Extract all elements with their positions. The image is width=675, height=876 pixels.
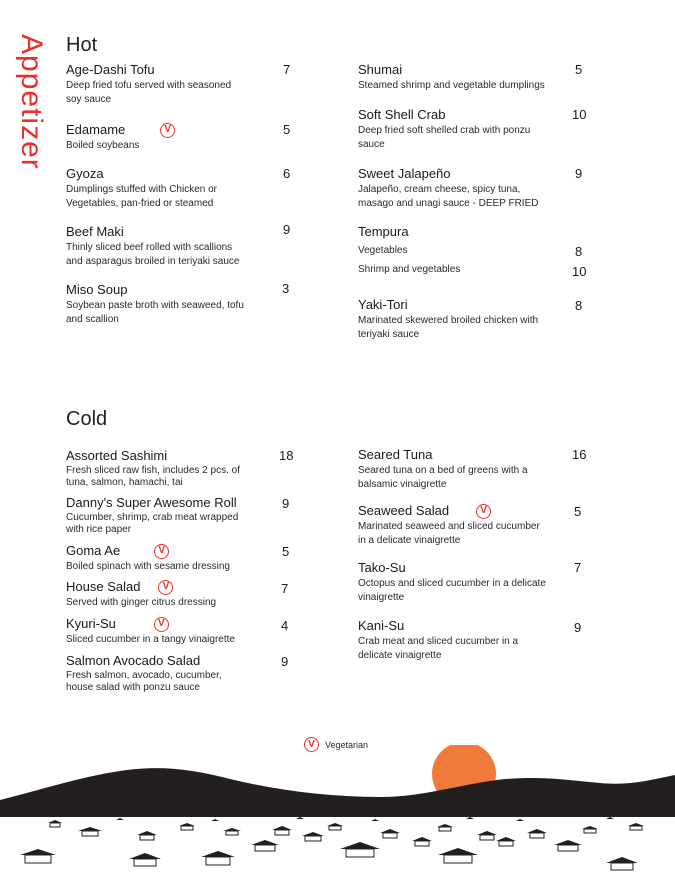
item-description: Fresh sliced raw fish, includes 2 pcs. of (66, 465, 240, 476)
menu-item (358, 297, 598, 342)
vegetarian-icon: V (154, 617, 169, 632)
item-price: 9 (575, 166, 583, 181)
item-price: 7 (283, 62, 291, 77)
item-description: Octopus and sliced cucumber in a delicate (358, 578, 546, 589)
landscape-illustration (0, 745, 675, 876)
item-description: Dumplings stuffed with Chicken or (66, 184, 217, 195)
item-price: 9 (282, 496, 290, 511)
menu-item (358, 618, 598, 663)
item-price: 10 (572, 107, 587, 122)
item-name: House Salad (66, 579, 141, 594)
item-description: Marinated seaweed and sliced cucumber (358, 521, 540, 532)
item-description: Crab meat and sliced cucumber in a (358, 636, 519, 647)
menu-item (358, 503, 598, 548)
menu-item (66, 495, 306, 536)
menu-item (358, 560, 598, 605)
item-price: 7 (574, 560, 582, 575)
tempura-option: Shrimp and vegetables (358, 264, 461, 275)
menu-item (358, 224, 598, 240)
item-price: 18 (279, 448, 294, 463)
menu-item (66, 653, 306, 694)
item-description: Served with ginger citrus dressing (66, 597, 217, 608)
item-description: Boiled spinach with sesame dressing (66, 561, 230, 572)
item-price: 6 (283, 166, 291, 181)
tempura-option: Vegetables (358, 245, 408, 256)
item-price: 9 (281, 654, 289, 669)
item-description: Jalapeño, cream cheese, spicy tuna, (358, 184, 521, 195)
item-name: Salmon Avocado Salad (66, 653, 201, 668)
item-description: Sliced cucumber in a tangy vinaigrette (66, 634, 235, 645)
item-description: soy sauce (66, 94, 112, 105)
item-price: 5 (574, 504, 582, 519)
menu-item (66, 579, 306, 610)
item-description: tuna, salmon, hamachi, tai (66, 477, 183, 488)
item-name: Age-Dashi Tofu (66, 62, 155, 77)
item-description: house salad with ponzu sauce (66, 682, 200, 693)
item-description: Deep fried tofu served with seasoned (66, 80, 232, 91)
item-description: Marinated skewered broiled chicken with (358, 315, 539, 326)
menu-item (66, 543, 306, 574)
item-description: Thinly sliced beef rolled with scallions (66, 242, 233, 253)
item-name: Seared Tuna (358, 447, 433, 462)
item-description: sauce (358, 139, 385, 150)
item-description: Boiled soybeans (66, 140, 140, 151)
item-name: Sweet Jalapeño (358, 166, 451, 181)
item-price: 3 (282, 281, 290, 296)
item-description: masago and unagi sauce - DEEP FRIED (358, 198, 539, 209)
item-description: Fresh salmon, avocado, cucumber, (66, 670, 222, 681)
section-title-cold: Cold (66, 408, 108, 430)
item-price: 7 (281, 581, 289, 596)
item-price: 9 (574, 620, 582, 635)
vegetarian-icon: V (160, 123, 175, 138)
item-description: delicate vinaigrette (358, 650, 442, 661)
menu-item (66, 448, 306, 489)
menu-item (66, 224, 306, 269)
item-name: Kani-Su (358, 618, 405, 633)
vegetarian-icon: V (476, 504, 491, 519)
item-description: Cucumber, shrimp, crab meat wrapped (66, 512, 239, 523)
item-description: vinaigrette (358, 592, 405, 603)
menu-item (66, 62, 306, 107)
item-name: Gyoza (66, 166, 104, 181)
item-description: in a delicate vinaigrette (358, 535, 461, 546)
menu-item (66, 122, 306, 153)
item-name: Soft Shell Crab (358, 107, 446, 122)
item-price: 16 (572, 447, 587, 462)
item-price: 5 (282, 544, 290, 559)
item-name: Edamame (66, 122, 126, 137)
vegetarian-icon: V (154, 544, 169, 559)
item-description: Steamed shrimp and vegetable dumplings (358, 80, 545, 91)
item-name: Shumai (358, 62, 403, 77)
section-title-hot: Hot (66, 34, 98, 56)
item-price: 4 (281, 618, 289, 633)
menu-item (66, 282, 306, 327)
item-name: Goma Ae (66, 543, 121, 558)
item-description: Deep fried soft shelled crab with ponzu (358, 125, 531, 136)
menu-category-title: Appetizer (15, 34, 48, 170)
vegetarian-icon: V (158, 580, 173, 595)
item-name: Seaweed Salad (358, 503, 450, 518)
item-price: 8 (575, 244, 583, 259)
menu-item (358, 107, 598, 152)
item-description: teriyaki sauce (358, 329, 420, 340)
item-name: Beef Maki (66, 224, 124, 239)
menu-item (358, 447, 598, 492)
item-description: with rice paper (66, 524, 132, 535)
item-description: Soybean paste broth with seaweed, tofu (66, 300, 244, 311)
item-name: Tempura (358, 224, 409, 239)
item-description: Vegetables, pan-fried or steamed (66, 198, 214, 209)
item-price: 5 (575, 62, 583, 77)
item-description: and scallion (66, 314, 119, 325)
item-name: Tako-Su (358, 560, 406, 575)
item-name: Kyuri-Su (66, 616, 116, 631)
menu-item (66, 616, 306, 647)
menu-item (358, 62, 598, 93)
item-description: and asparagus broiled in teriyaki sauce (66, 256, 240, 267)
menu-item (358, 166, 598, 211)
item-price: 5 (283, 122, 291, 137)
item-name: Danny's Super Awesome Roll (66, 495, 237, 510)
item-price: 10 (572, 264, 587, 279)
village-icon (17, 813, 644, 870)
item-name: Yaki-Tori (358, 297, 408, 312)
item-description: balsamic vinaigrette (358, 479, 447, 490)
item-name: Assorted Sashimi (66, 448, 168, 463)
vegetarian-icon: V (304, 737, 319, 752)
item-price: 9 (283, 222, 291, 237)
item-name: Miso Soup (66, 282, 128, 297)
item-description: Seared tuna on a bed of greens with a (358, 465, 528, 476)
menu-item (66, 166, 306, 211)
item-price: 8 (575, 298, 583, 313)
legend-label: Vegetarian (325, 739, 369, 750)
